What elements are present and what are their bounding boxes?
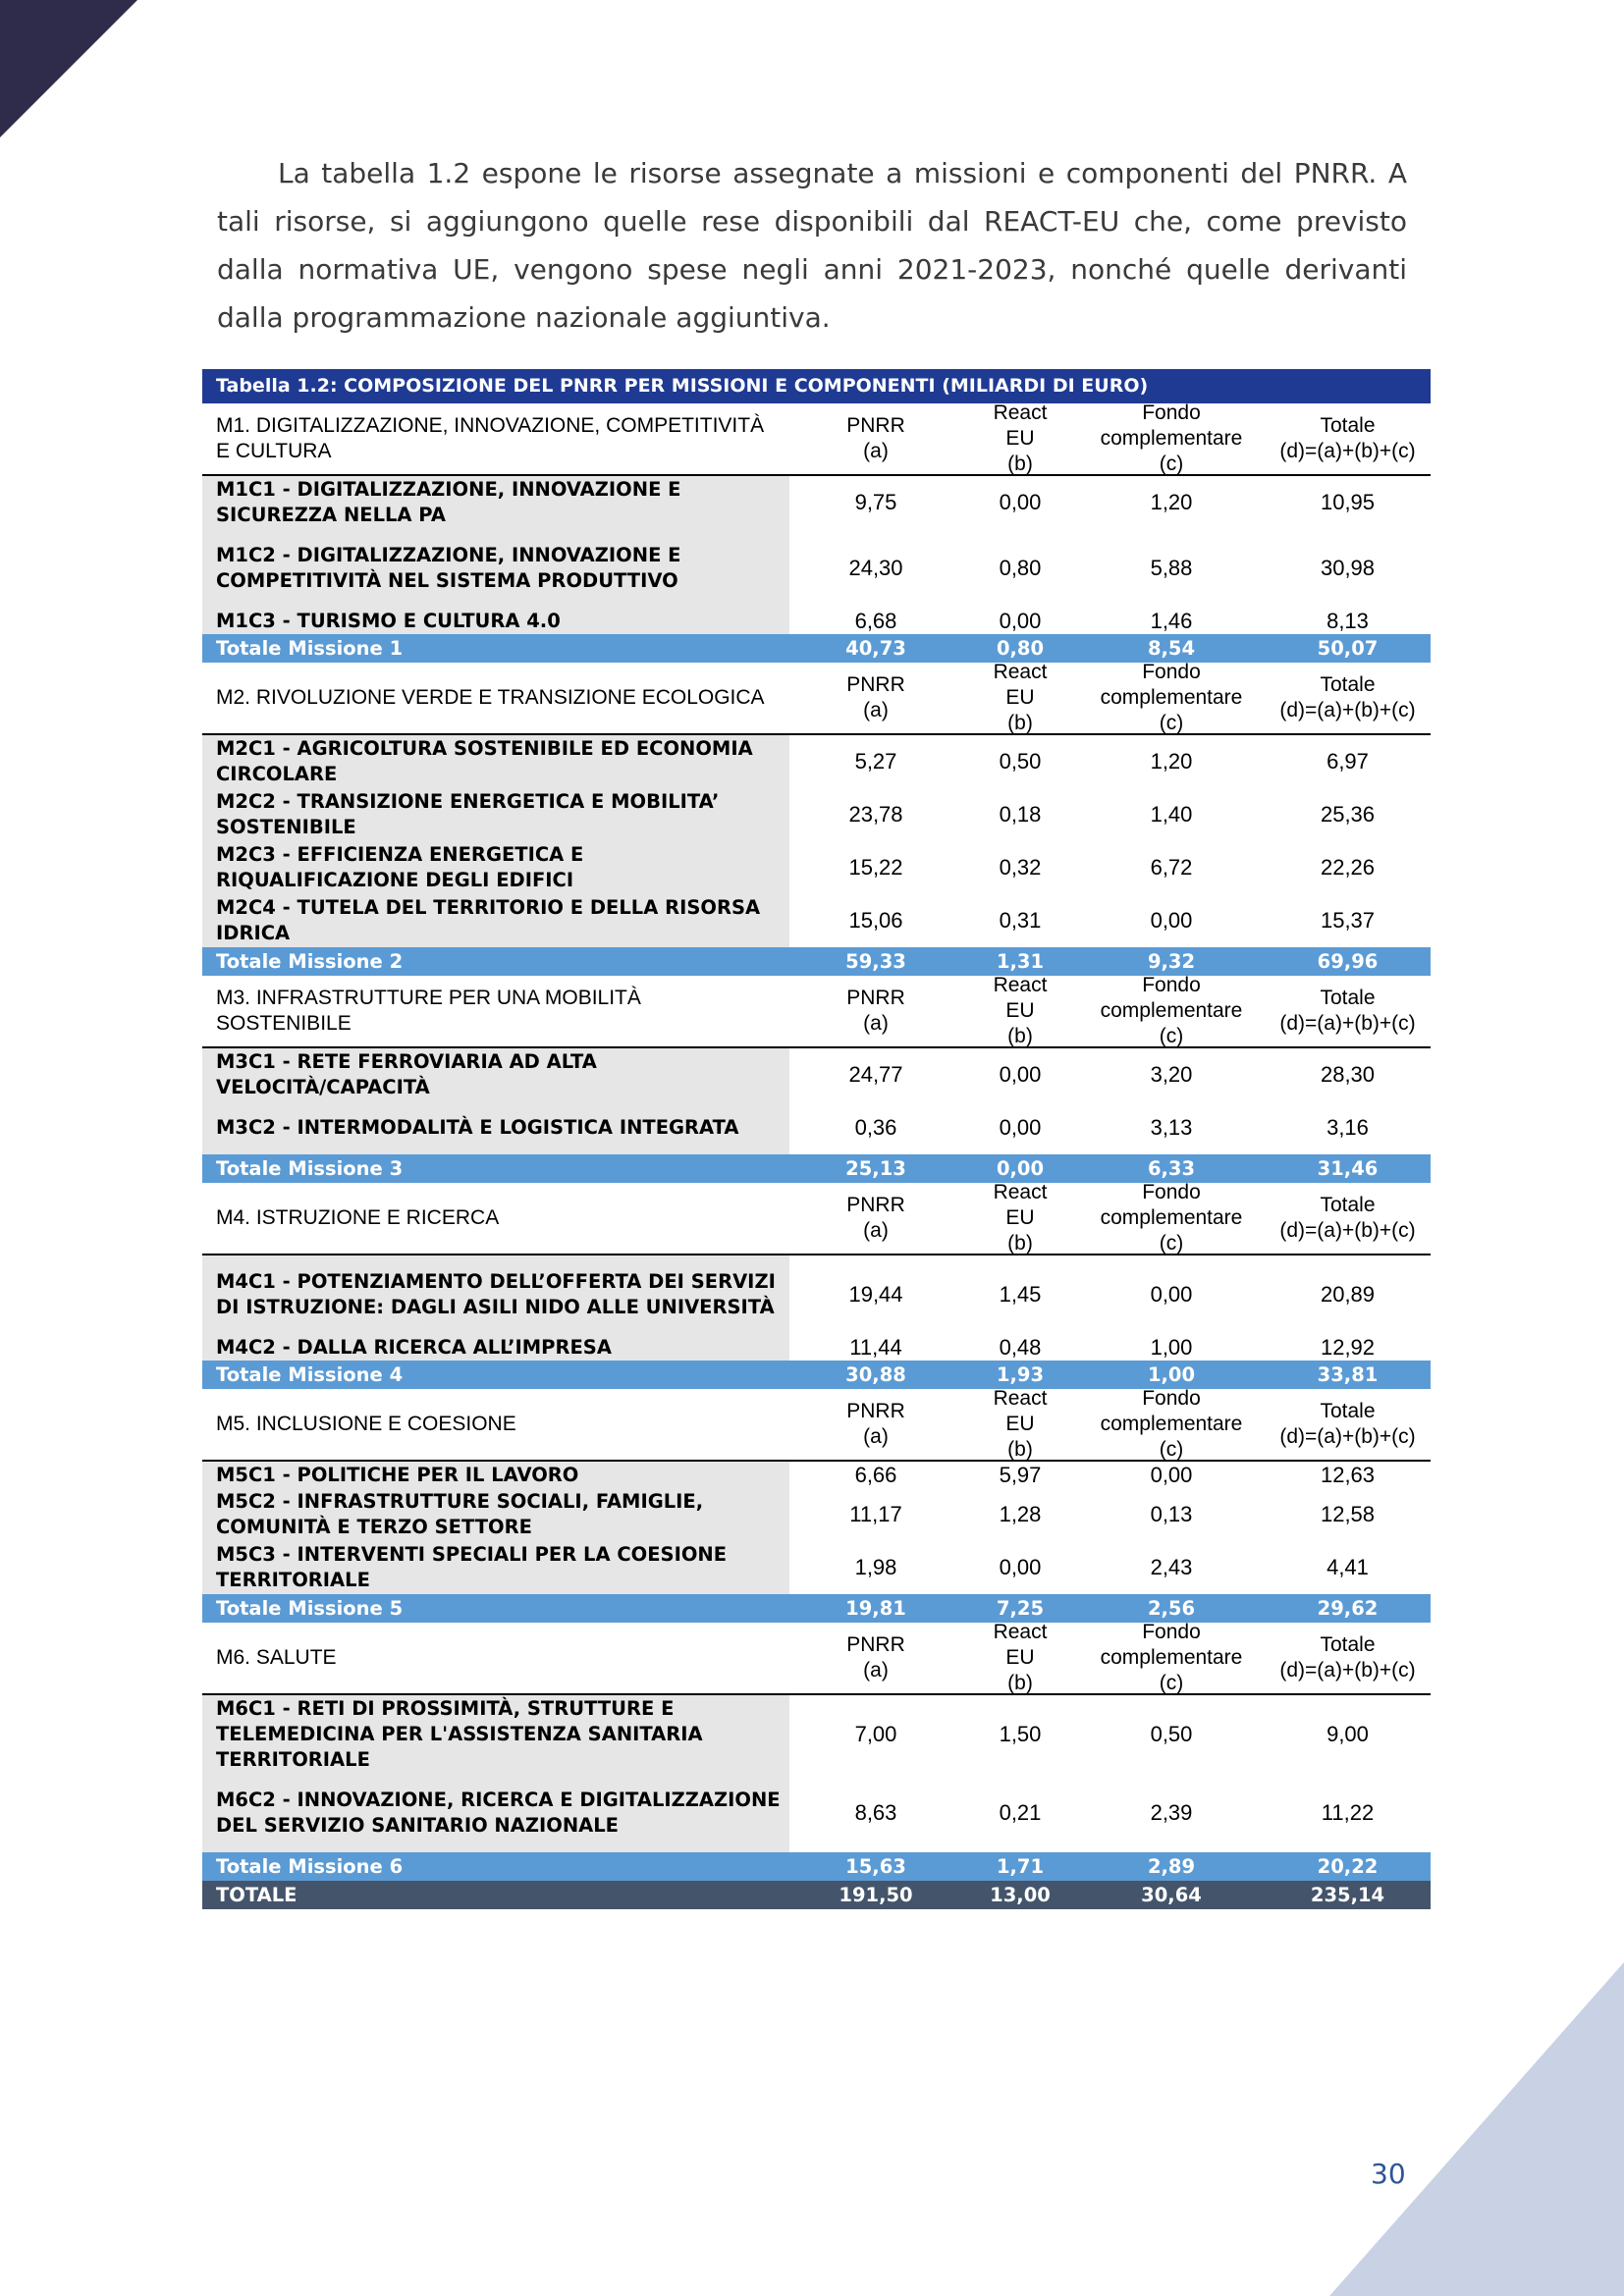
component-name: M6C2 - INNOVAZIONE, RICERCA E DIGITALIZZAZIONE DEL SERVIZIO SANITARIO NAZIONALE [202,1774,789,1852]
grand-total-label: TOTALE [216,1884,298,1906]
column-header-fondo-line: (c) [1159,1438,1184,1461]
react-eu-value: 0,00 [999,1555,1042,1579]
column-header-pnrr [789,1399,962,1450]
total-totale-value: 50,07 [1317,637,1379,660]
component-row [202,529,1431,608]
component-name: M1C2 - DIGITALIZZAZIONE, INNOVAZIONE E COMPETITIVITÀ NEL SISTEMA PRODUTTIVO [202,529,789,608]
column-header-fondo [1078,400,1265,477]
column-header-pnrr-line: PNRR [846,1400,905,1422]
react-eu-value: 0,00 [999,1062,1042,1087]
component-name: M3C2 - INTERMODALITÀ E LOGISTICA INTEGRATA [202,1101,789,1154]
mission-header-row [202,403,1431,476]
total-pnrr-value: 59,33 [845,950,906,973]
total-fondo-value: 2,56 [1147,1597,1196,1620]
mission-total-row [202,1361,1431,1389]
component-name: M2C1 - AGRICOLTURA SOSTENIBILE ED ECONOMIA CIRCOLARE [202,735,789,788]
column-header-pnrr-line: PNRR [846,414,905,437]
column-header-totale-line: Totale [1320,673,1376,696]
component-row [202,1048,1431,1101]
totale-value: 10,95 [1320,490,1376,514]
total-react-eu-value: 0,00 [996,1157,1045,1180]
mission-header-row [202,1389,1431,1462]
column-header-fondo-line: Fondo [1142,974,1201,996]
table-caption: Tabella 1.2: COMPOSIZIONE DEL PNRR PER MISSIONI E COMPONENTI (MILIARDI DI EURO) [202,369,1431,403]
column-header-react-eu-line: React [993,1621,1048,1643]
component-row [202,1255,1431,1334]
component-name: M5C1 - POLITICHE PER IL LAVORO [202,1462,789,1488]
react-eu-value: 0,80 [999,556,1042,580]
pnrr-value: 0,36 [854,1115,897,1140]
column-header-react-eu [962,1620,1078,1696]
mission-header-row [202,1183,1431,1255]
fondo-value: 0,00 [1150,1462,1193,1487]
react-eu-value: 1,45 [999,1282,1042,1307]
grand-total-pnrr-value: 191,50 [839,1884,913,1906]
column-header-totale [1265,672,1431,723]
react-eu-value: 0,18 [999,802,1042,827]
column-header-pnrr [789,413,962,464]
column-header-fondo [1078,1620,1265,1696]
fondo-value: 2,43 [1150,1555,1193,1579]
column-header-fondo-line: (c) [1159,1025,1184,1047]
total-fondo-value: 2,89 [1147,1855,1196,1878]
component-row [202,735,1431,788]
column-header-totale-line: (d)=(a)+(b)+(c) [1279,1659,1416,1682]
component-name: M6C1 - RETI DI PROSSIMITÀ, STRUTTURE E TELEMEDICINA PER L'ASSISTENZA SANITARIA TERRITORIALE [202,1695,789,1774]
column-header-react-eu [962,400,1078,477]
column-header-pnrr [789,986,962,1037]
column-header-totale-line: Totale [1320,1400,1376,1422]
grand-total-react-eu-value: 13,00 [990,1884,1051,1906]
component-name: M5C2 - INFRASTRUTTURE SOCIALI, FAMIGLIE, COMUNITÀ E TERZO SETTORE [202,1488,789,1541]
column-header-pnrr-line: (a) [863,1012,889,1035]
column-header-pnrr-line: (a) [863,1219,889,1242]
total-fondo-value: 8,54 [1147,637,1196,660]
pnrr-value: 23,78 [848,802,903,827]
column-header-react-eu-line: React [993,1387,1048,1410]
fondo-value: 5,88 [1150,556,1193,580]
column-header-fondo-line: Fondo [1142,1181,1201,1203]
column-header-react-eu-line: EU [1005,427,1035,450]
total-fondo-value: 6,33 [1147,1157,1196,1180]
column-header-pnrr-line: PNRR [846,673,905,696]
mission-title: M6. SALUTE [216,1646,337,1669]
react-eu-value: 0,48 [999,1334,1042,1360]
fondo-value: 0,00 [1150,1282,1193,1307]
column-header-pnrr-line: (a) [863,1425,889,1448]
total-react-eu-value: 0,80 [996,637,1045,660]
column-header-totale [1265,1399,1431,1450]
mission-total-row [202,1154,1431,1183]
grand-total-row [202,1881,1431,1909]
column-header-totale [1265,1632,1431,1683]
total-react-eu-value: 1,93 [996,1363,1045,1386]
mission-header-row [202,663,1431,735]
fondo-value: 3,13 [1150,1115,1193,1140]
component-row [202,1488,1431,1541]
fondo-value: 1,40 [1150,802,1193,827]
totale-value: 28,30 [1320,1062,1376,1087]
total-fondo-value: 9,32 [1147,950,1196,973]
mission-header-row [202,976,1431,1048]
totale-value: 4,41 [1326,1555,1369,1579]
component-name: M4C1 - POTENZIAMENTO DELL’OFFERTA DEI SERVIZI DI ISTRUZIONE: DAGLI ASILI NIDO ALLE UNIVERSITÀ [202,1255,789,1334]
column-header-react-eu [962,1180,1078,1256]
react-eu-value: 0,00 [999,608,1042,633]
column-header-pnrr-line: PNRR [846,1194,905,1216]
mission-total-label: Totale Missione 4 [216,1363,404,1386]
column-header-totale [1265,1193,1431,1244]
column-header-pnrr-line: PNRR [846,1633,905,1656]
fondo-value: 2,39 [1150,1800,1193,1825]
fondo-value: 1,46 [1150,608,1193,633]
missions-table [202,369,1431,1909]
total-pnrr-value: 19,81 [845,1597,906,1620]
pnrr-value: 11,17 [849,1502,902,1526]
pnrr-value: 15,06 [848,908,903,933]
pnrr-value: 8,63 [854,1800,897,1825]
column-header-fondo-line: complementare [1100,427,1243,450]
column-header-fondo-line: Fondo [1142,1621,1201,1643]
component-row [202,476,1431,529]
mission-total-label: Totale Missione 5 [216,1597,404,1620]
column-header-react-eu-line: (b) [1007,1672,1033,1694]
grand-total-fondo-value: 30,64 [1141,1884,1202,1906]
total-totale-value: 33,81 [1317,1363,1379,1386]
component-row [202,1462,1431,1488]
component-name: M2C3 - EFFICIENZA ENERGETICA E RIQUALIFICAZIONE DEGLI EDIFICI [202,841,789,894]
pnrr-value: 6,68 [854,608,897,633]
column-header-react-eu [962,1386,1078,1463]
react-eu-value: 0,31 [999,908,1042,933]
column-header-totale-line: (d)=(a)+(b)+(c) [1279,1425,1416,1448]
component-row [202,1101,1431,1154]
totale-value: 15,37 [1320,908,1376,933]
column-header-fondo [1078,1180,1265,1256]
total-totale-value: 69,96 [1317,950,1379,973]
column-header-react-eu-line: (b) [1007,1232,1033,1255]
mission-header-row [202,1623,1431,1695]
component-name: M4C2 - DALLA RICERCA ALL’IMPRESA [202,1334,789,1361]
mission-title: M5. INCLUSIONE E COESIONE [216,1413,516,1435]
column-header-pnrr [789,672,962,723]
column-header-pnrr-line: PNRR [846,987,905,1009]
component-row [202,608,1431,634]
column-header-fondo-line: Fondo [1142,401,1201,424]
column-header-react-eu-line: React [993,1181,1048,1203]
component-row [202,788,1431,841]
column-header-react-eu-line: EU [1005,999,1035,1022]
totale-value: 9,00 [1326,1722,1369,1746]
fondo-value: 3,20 [1150,1062,1193,1087]
intro-paragraph: La tabella 1.2 espone le risorse assegnate a missioni e componenti del PNRR. A tali risorse, si aggiungono quelle rese disponibili dal REACT-EU che, come previsto dalla normativa UE, vengono spese negli anni 2021-2023, nonché quelle derivanti dalla programmazione nazionale aggiuntiva. [217,157,1407,334]
pnrr-value: 24,77 [848,1062,903,1087]
column-header-fondo-line: complementare [1100,1646,1243,1669]
fondo-value: 6,72 [1150,855,1193,880]
column-header-totale-line: Totale [1320,1194,1376,1216]
column-header-fondo-line: (c) [1159,1672,1184,1694]
column-header-totale [1265,986,1431,1037]
column-header-react-eu-line: (b) [1007,1438,1033,1461]
component-row [202,1334,1431,1361]
react-eu-value: 1,28 [999,1502,1042,1526]
component-name: M1C1 - DIGITALIZZAZIONE, INNOVAZIONE E SICUREZZA NELLA PA [202,476,789,529]
react-eu-value: 0,00 [999,1115,1042,1140]
component-row [202,894,1431,947]
fondo-value: 0,50 [1150,1722,1193,1746]
column-header-fondo-line: (c) [1159,453,1184,475]
column-header-fondo-line: complementare [1100,1206,1243,1229]
mission-total-row [202,947,1431,976]
column-header-fondo-line: complementare [1100,999,1243,1022]
column-header-react-eu-line: EU [1005,1413,1035,1435]
component-name: M5C3 - INTERVENTI SPECIALI PER LA COESIONE TERRITORIALE [202,1541,789,1594]
corner-decoration-bottom-right [1329,1962,1624,2296]
column-header-react-eu-line: React [993,401,1048,424]
component-row [202,1541,1431,1594]
component-name: M1C3 - TURISMO E CULTURA 4.0 [202,608,789,634]
react-eu-value: 0,50 [999,749,1042,774]
pnrr-value: 7,00 [854,1722,897,1746]
totale-value: 25,36 [1320,802,1376,827]
column-header-totale-line: Totale [1320,1633,1376,1656]
mission-total-label: Totale Missione 3 [216,1157,404,1180]
column-header-react-eu-line: React [993,661,1048,683]
column-header-pnrr-line: (a) [863,1659,889,1682]
pnrr-value: 6,66 [854,1462,897,1487]
pnrr-value: 24,30 [848,556,903,580]
column-header-react-eu-line: React [993,974,1048,996]
total-fondo-value: 1,00 [1147,1363,1196,1386]
fondo-value: 1,20 [1150,749,1193,774]
totale-value: 11,22 [1321,1800,1375,1825]
mission-title: M2. RIVOLUZIONE VERDE E TRANSIZIONE ECOLOGICA [216,686,765,709]
column-header-react-eu-line: (b) [1007,712,1033,734]
component-name: M2C4 - TUTELA DEL TERRITORIO E DELLA RISORSA IDRICA [202,894,789,947]
component-name: M2C2 - TRANSIZIONE ENERGETICA E MOBILITA’ SOSTENIBILE [202,788,789,841]
total-pnrr-value: 25,13 [845,1157,906,1180]
pnrr-value: 1,98 [854,1555,897,1579]
page-number: 30 [1371,2158,1406,2190]
fondo-value: 0,13 [1150,1502,1193,1526]
fondo-value: 1,00 [1150,1334,1193,1360]
column-header-pnrr [789,1632,962,1683]
total-react-eu-value: 1,71 [996,1855,1045,1878]
pnrr-value: 19,44 [848,1282,903,1307]
total-pnrr-value: 40,73 [845,637,906,660]
column-header-react-eu-line: (b) [1007,1025,1033,1047]
column-header-pnrr-line: (a) [863,699,889,721]
corner-decoration-top-left [0,0,137,137]
column-header-totale-line: Totale [1320,414,1376,437]
column-header-totale-line: (d)=(a)+(b)+(c) [1279,1219,1416,1242]
total-totale-value: 31,46 [1317,1157,1379,1180]
column-header-fondo [1078,1386,1265,1463]
total-react-eu-value: 1,31 [996,950,1045,973]
totale-value: 30,98 [1320,556,1376,580]
column-header-pnrr [789,1193,962,1244]
component-row [202,1695,1431,1774]
column-header-fondo-line: (c) [1159,712,1184,734]
mission-title: M4. ISTRUZIONE E RICERCA [216,1206,500,1229]
totale-value: 6,97 [1326,749,1369,774]
mission-total-row [202,1594,1431,1623]
column-header-react-eu-line: EU [1005,1206,1035,1229]
total-totale-value: 20,22 [1317,1855,1379,1878]
totale-value: 8,13 [1326,608,1369,633]
component-name: M3C1 - RETE FERROVIARIA AD ALTA VELOCITÀ/CAPACITÀ [202,1048,789,1101]
column-header-totale-line: (d)=(a)+(b)+(c) [1279,699,1416,721]
column-header-fondo-line: Fondo [1142,1387,1201,1410]
total-pnrr-value: 15,63 [845,1855,906,1878]
column-header-totale [1265,413,1431,464]
column-header-fondo-line: Fondo [1142,661,1201,683]
column-header-fondo [1078,973,1265,1049]
pnrr-value: 9,75 [854,490,897,514]
fondo-value: 1,20 [1150,490,1193,514]
total-pnrr-value: 30,88 [845,1363,906,1386]
react-eu-value: 0,32 [999,855,1042,880]
grand-total-totale-value: 235,14 [1310,1884,1385,1906]
pnrr-value: 11,44 [849,1334,902,1360]
mission-total-row [202,634,1431,663]
column-header-react-eu-line: EU [1005,1646,1035,1669]
column-header-fondo-line: complementare [1100,686,1243,709]
mission-total-label: Totale Missione 1 [216,637,404,660]
column-header-fondo-line: complementare [1100,1413,1243,1435]
pnrr-value: 15,22 [848,855,903,880]
react-eu-value: 0,21 [999,1800,1042,1825]
mission-total-row [202,1852,1431,1881]
total-react-eu-value: 7,25 [996,1597,1045,1620]
mission-title: M1. DIGITALIZZAZIONE, INNOVAZIONE, COMPETITIVITÀ E CULTURA [216,414,765,462]
totale-value: 22,26 [1320,855,1376,880]
component-row [202,841,1431,894]
column-header-react-eu [962,660,1078,736]
totale-value: 12,92 [1320,1334,1376,1360]
column-header-react-eu [962,973,1078,1049]
totale-value: 12,58 [1320,1502,1376,1526]
react-eu-value: 5,97 [999,1462,1042,1487]
column-header-react-eu-line: EU [1005,686,1035,709]
total-totale-value: 29,62 [1317,1597,1379,1620]
column-header-react-eu-line: (b) [1007,453,1033,475]
mission-total-label: Totale Missione 2 [216,950,404,973]
react-eu-value: 1,50 [999,1722,1042,1746]
totale-value: 20,89 [1320,1282,1376,1307]
column-header-totale-line: Totale [1320,987,1376,1009]
mission-title: M3. INFRASTRUTTURE PER UNA MOBILITÀ SOSTENIBILE [216,987,641,1035]
column-header-pnrr-line: (a) [863,440,889,462]
component-row [202,1774,1431,1852]
column-header-totale-line: (d)=(a)+(b)+(c) [1279,440,1416,462]
fondo-value: 0,00 [1150,908,1193,933]
column-header-fondo-line: (c) [1159,1232,1184,1255]
mission-total-label: Totale Missione 6 [216,1855,404,1878]
pnrr-value: 5,27 [854,749,897,774]
react-eu-value: 0,00 [999,490,1042,514]
column-header-fondo [1078,660,1265,736]
column-header-totale-line: (d)=(a)+(b)+(c) [1279,1012,1416,1035]
totale-value: 3,16 [1326,1115,1369,1140]
totale-value: 12,63 [1320,1462,1376,1487]
